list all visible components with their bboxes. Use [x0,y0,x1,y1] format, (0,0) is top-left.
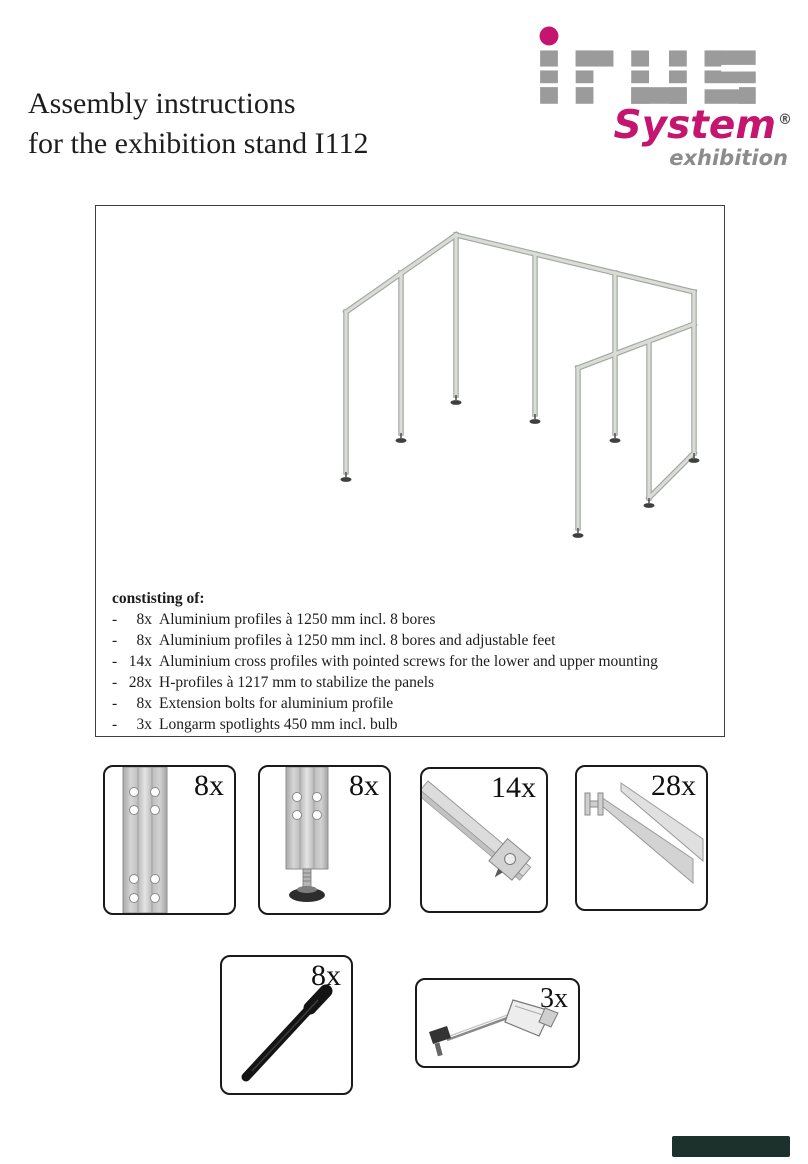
registered-mark: ® [778,112,792,128]
part-box-h-profile [575,765,708,911]
part-qty: 3x [540,983,568,1014]
item-qty: 8x [136,632,152,649]
part-box-extension-bolt [220,955,353,1095]
part-qty: 8x [311,959,341,992]
item-qty: 28x [128,674,152,691]
item-text: Aluminium profiles à 1250 mm incl. 8 bores and adjustable feet [159,632,556,649]
list-bullet: - [112,716,118,733]
page-title [28,84,369,164]
list-bullet: - [112,653,118,670]
item-qty: 3x [136,716,152,733]
part-box-profile-with-foot [258,765,391,915]
part-box-profile-with-bores [103,765,236,915]
exhibition-stand-frame-drawing [96,212,724,552]
list-bullet: - [112,674,118,691]
item-text: Longarm spotlights 450 mm incl. bulb [159,716,398,733]
list-item [112,714,712,735]
part-box-longarm-spotlight [415,978,580,1068]
list-item [112,630,712,651]
list-bullet: - [112,695,118,712]
list-bullet: - [112,632,118,649]
brand-logo [512,26,792,170]
title-line-2: for the exhibition stand I112 [28,127,369,160]
list-item [112,609,712,630]
part-qty: 8x [349,769,379,802]
title-line-1: Assembly instructions [28,87,296,120]
part-qty: 8x [194,769,224,802]
logo-dot [540,27,559,46]
item-text: Extension bolts for aluminium profile [159,695,394,712]
footer-tag [672,1136,790,1157]
logo-system-text: System [613,103,776,148]
part-box-cross-profile [420,767,548,913]
part-qty: 14x [491,771,536,804]
logo-system [512,100,792,146]
parts-list-heading: constisting of: [112,590,205,607]
list-item [112,693,712,714]
list-item [112,672,712,693]
parts-list [112,588,712,735]
item-qty: 8x [136,695,152,712]
logo-exhibition: exhibition [669,146,788,170]
item-text: Aluminium profiles à 1250 mm incl. 8 bores [159,611,436,628]
adjustable-feet [346,395,694,533]
irus-logo-icon [536,26,762,106]
item-qty: 14x [128,653,152,670]
item-qty: 8x [136,611,152,628]
part-qty: 28x [651,769,696,802]
frame-members [346,235,694,528]
item-text: H-profiles à 1217 mm to stabilize the panels [159,674,435,691]
list-bullet: - [112,611,118,628]
overview-panel [95,205,725,737]
feet-pads [341,400,700,538]
list-item [112,651,712,672]
item-text: Aluminium cross profiles with pointed screws for the lower and upper mounting [159,653,658,670]
